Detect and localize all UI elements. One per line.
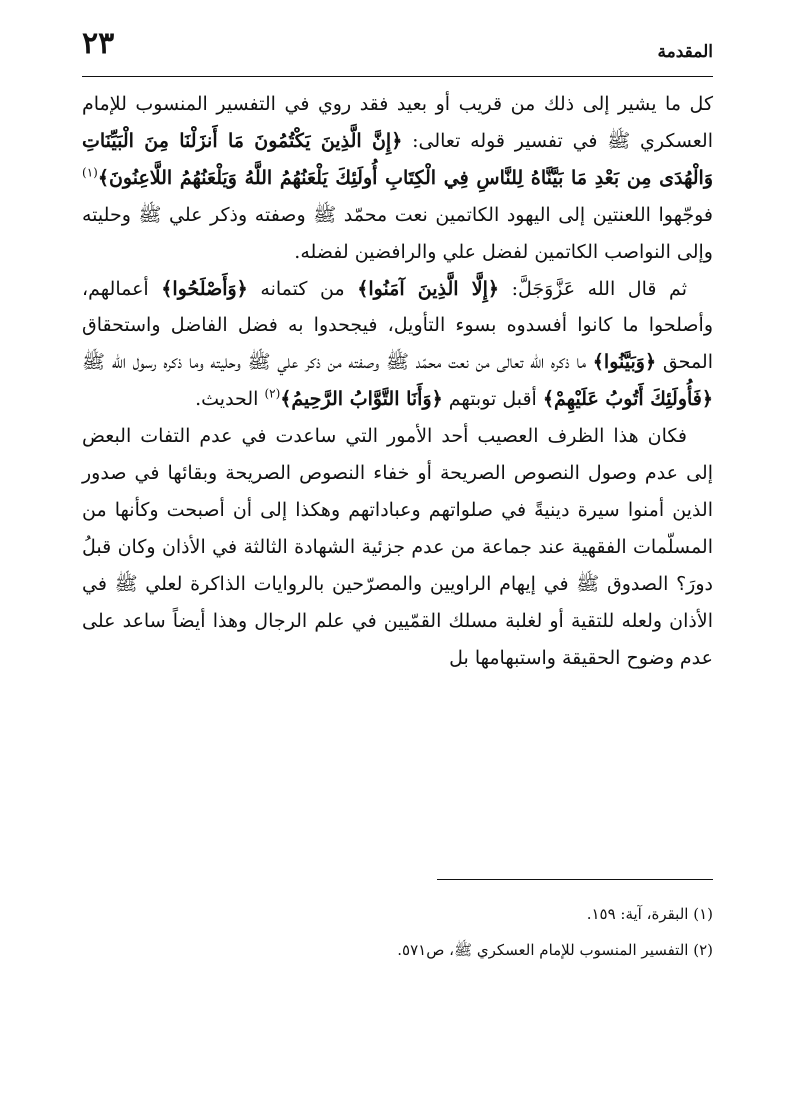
- footnote-ref-1: (١): [82, 165, 98, 180]
- footnote-2: (٢) التفسير المنسوب للإمام العسكري ﷺ، ص٥٧١.: [397, 941, 713, 959]
- page-header: [82, 28, 713, 77]
- footnote-1: (١) البقرة، آية: ١٥٩.: [586, 905, 713, 923]
- quran-verse-3: ﴿وَأَصْلَحُوا﴾: [161, 277, 248, 300]
- quran-verse-1: ﴿إِنَّ الَّذِينَ يَكْتُمُونَ مَا أَنزَلْنَا مِنَ الْبَيِّنَاتِ وَالْهُدَى مِن بَعْدِ مَا بَيَّنَّاهُ لِلنَّاسِ فِي الْكِتَابِ أُولَئِكَ يَلْعَنُهُمُ اللَّهُ وَيَلْعَنُهُمُ اللَّاعِنُونَ﴾: [82, 129, 713, 189]
- quran-verse-6: ﴿وَأَنَا التَّوَّابُ الرَّحِيمُ﴾: [280, 388, 443, 411]
- paragraph-2-text-1: ثم قال الله عَزَّوَجَلَّ:: [498, 277, 687, 300]
- footnotes: [82, 896, 713, 968]
- paragraph-1: [82, 86, 713, 271]
- paragraph-2-text-6: الحديث.: [195, 388, 265, 411]
- footnote-ref-2: (٢): [264, 386, 281, 401]
- paragraph-2: [82, 271, 713, 419]
- paragraph-2-text-5: أقبل توبتهم: [442, 388, 543, 411]
- quran-verse-4: ﴿وَبَيَّنُوا﴾: [592, 351, 657, 374]
- paragraph-1-text-2: فوجّهوا اللعنتين إلى اليهود الكاتمين نعت محمّد ﷺ وصفته وذكر علي ﷺ وحليته وإلى النواصب الكاتمين لفضل علي والرافضين لفضله.: [82, 203, 713, 263]
- running-title: المقدمة: [657, 42, 713, 62]
- paragraph-2-text-4: ما ذكره الله تعالى من نعت محمّد ﷺ وصفته من ذكر علي ﷺ وحليته وما ذكره رسول الله ﷺ: [82, 351, 593, 374]
- quran-verse-2: ﴿إِلَّا الَّذِينَ آمَنُوا﴾: [357, 277, 499, 300]
- footnote-separator: [437, 879, 713, 880]
- paragraph-3: فكان هذا الظرف العصيب أحد الأمور التي ساعدت في عدم التفات البعض إلى عدم وصول النصوص الصريحة أو خفاء النصوص الصريحة وبقائها في صدور الذين أمنوا سيرة دينيةً في صلواتهم وعباداتهم وهكذا إلى أن أصبحت وكأنها من المسلّمات الفقهية عند جماعة من عدم جزئية الشهادة الثالثة في الأذان وكان قبلُ دورَ؟ الصدوق ﷺ في إيهام الراويين والمصرّحين بالروايات الذاكرة لعلي ﷺ في الأذان ولعله للتقية أو لغلبة مسلك القمّيين في علم الرجال وهذا أيضاً ساعد على عدم وضوح الحقيقة واستبهامها بل: [82, 425, 713, 669]
- paragraph-2-text-2: من كتمانه: [247, 277, 358, 300]
- main-text: [82, 86, 713, 677]
- paragraph-1-text-1: كل ما يشير إلى ذلك من قريب أو بعيد فقد روي في التفسير المنسوب للإمام العسكري ﷺ في تفسير قوله تعالى:: [82, 93, 713, 152]
- page-number: ٢٣: [82, 26, 115, 61]
- quran-verse-5: ﴿فَأُولَئِكَ أَتُوبُ عَلَيْهِمْ﴾: [542, 388, 713, 411]
- paragraph-2-text-3: أعمالهم، وأصلحوا ما كانوا أفسدوه بسوء التأويل، فيجحدوا به فضل الفاضل واستحقاق المحق: [82, 277, 713, 374]
